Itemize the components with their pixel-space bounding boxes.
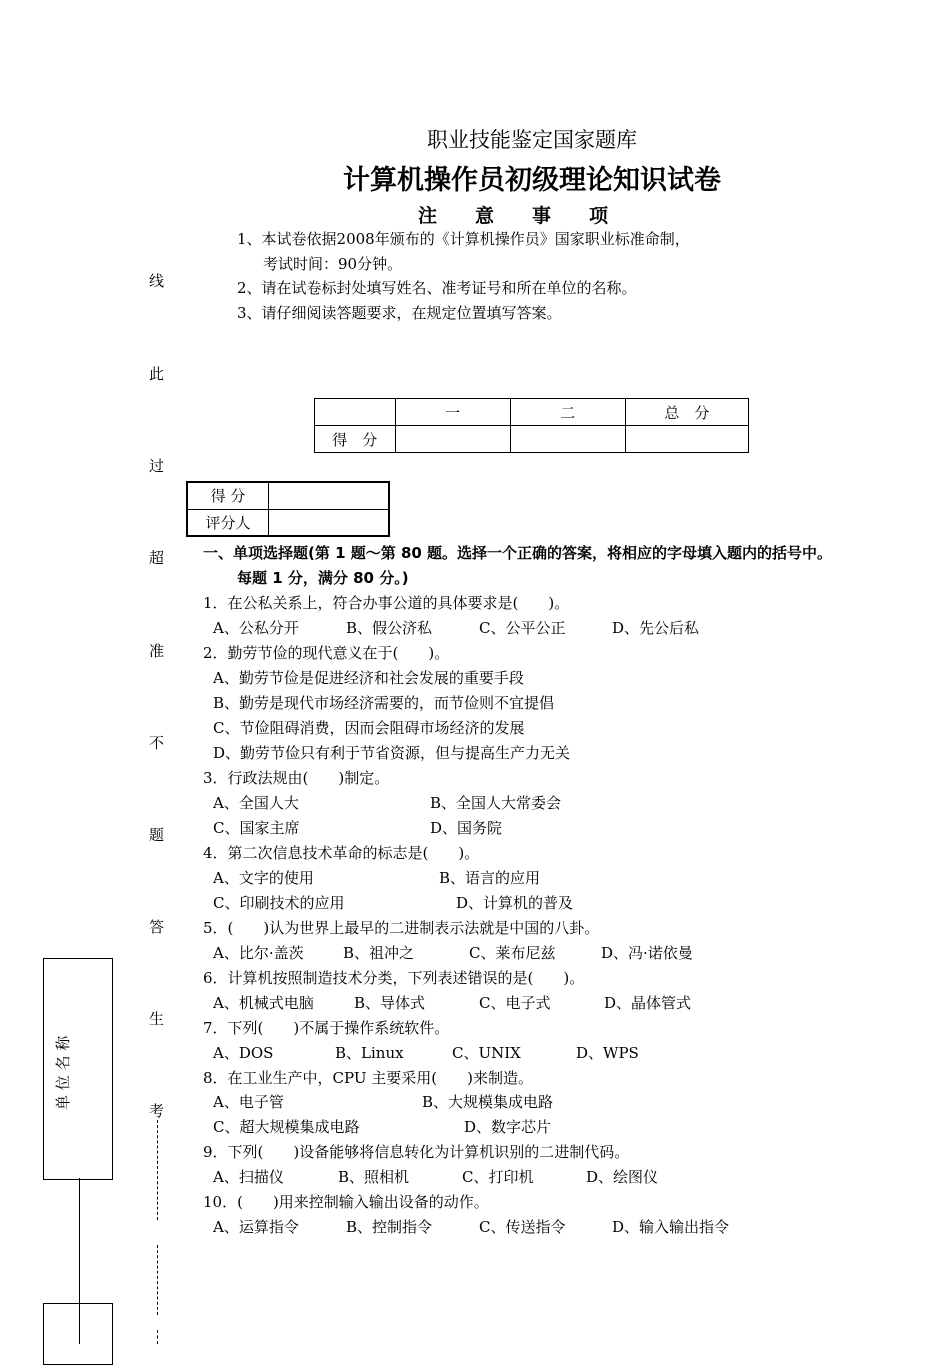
grader-score-label: 得 分 — [187, 482, 269, 509]
option[interactable]: B、大规模集成电路 — [422, 1093, 554, 1111]
option[interactable]: B、Linux — [335, 1044, 404, 1062]
notice-title: 注意事项 — [417, 205, 646, 227]
question-4: 4．第二次信息技术革命的标志是( )。 — [203, 844, 480, 862]
question-1: 1．在公私关系上，符合办事公道的具体要求是( )。 — [203, 594, 570, 612]
option[interactable]: B、祖冲之 — [343, 944, 415, 962]
seal-divider-line — [79, 1178, 80, 1303]
option[interactable]: A、全国人大 — [213, 794, 299, 812]
option[interactable]: B、假公济私 — [346, 619, 433, 637]
option[interactable]: C、电子式 — [479, 994, 551, 1012]
question-10: 10．( )用来控制输入输出设备的动作。 — [203, 1193, 489, 1211]
option[interactable]: D、勤劳节俭只有利于节省资源，但与提高生产力无关 — [213, 744, 571, 762]
option[interactable]: C、超大规模集成电路 — [213, 1118, 360, 1136]
seal-dashed-line — [157, 1120, 158, 1220]
name-box[interactable] — [43, 1303, 113, 1365]
seal-divider-line — [79, 1303, 80, 1344]
notice-item-1: 1、本试卷依据2008年颁布的《计算机操作员》国家职业标准命制， — [237, 230, 690, 248]
option[interactable]: A、公私分开 — [213, 619, 299, 637]
question-7: 7．下列( )不属于操作系统软件。 — [203, 1019, 450, 1037]
margin-char: 题 — [149, 826, 165, 844]
grader-cell[interactable] — [269, 509, 390, 536]
grader-score-cell[interactable] — [269, 482, 390, 509]
option[interactable]: B、语言的应用 — [439, 869, 541, 887]
option[interactable]: A、DOS — [213, 1044, 274, 1062]
option[interactable]: C、传送指令 — [479, 1218, 566, 1236]
option[interactable]: B、勤劳是现代市场经济需要的，而节俭则不宜提倡 — [213, 694, 555, 712]
grader-label: 评分人 — [187, 509, 269, 536]
option[interactable]: C、印刷技术的应用 — [213, 894, 345, 912]
option[interactable]: D、数字芯片 — [464, 1118, 552, 1136]
margin-char: 准 — [149, 642, 165, 660]
score-cell[interactable] — [510, 426, 625, 453]
option[interactable]: D、输入输出指令 — [612, 1218, 730, 1236]
margin-char: 线 — [149, 272, 165, 290]
option[interactable]: B、照相机 — [338, 1168, 410, 1186]
question-6: 6．计算机按照制造技术分类，下列表述错误的是( )。 — [203, 969, 585, 987]
option[interactable]: A、运算指令 — [213, 1218, 299, 1236]
margin-char: 超 — [149, 549, 165, 567]
unit-name-label: 单 位 名 称 — [54, 1035, 72, 1110]
seal-dashed-line — [157, 1330, 158, 1344]
margin-char: 生 — [149, 1010, 165, 1028]
margin-char: 此 — [149, 365, 165, 383]
option[interactable]: B、全国人大常委会 — [430, 794, 562, 812]
option[interactable]: A、文字的使用 — [213, 869, 314, 887]
question-3: 3．行政法规由( )制定。 — [203, 769, 390, 787]
margin-char: 过 — [149, 457, 165, 475]
grader-table — [186, 481, 390, 537]
option[interactable]: D、绘图仪 — [586, 1168, 659, 1186]
section-heading: 一、单项选择题(第 1 题～第 80 题。选择一个正确的答案，将相应的字母填入题内的括号中。 — [203, 544, 833, 562]
option[interactable]: D、计算机的普及 — [456, 894, 574, 912]
option[interactable]: C、公平公正 — [479, 619, 566, 637]
score-table-header: 总 分 — [625, 399, 748, 426]
margin-char: 不 — [149, 734, 165, 752]
option[interactable]: C、UNIX — [452, 1044, 521, 1062]
option[interactable]: A、机械式电脑 — [213, 994, 314, 1012]
score-cell[interactable] — [625, 426, 748, 453]
option[interactable]: C、莱布尼兹 — [469, 944, 556, 962]
margin-char: 考 — [149, 1102, 165, 1120]
score-table — [314, 398, 749, 453]
score-table-header: 一 — [395, 399, 510, 426]
seal-dashed-line — [157, 1245, 158, 1315]
question-8: 8．在工业生产中，CPU 主要采用( )来制造。 — [203, 1069, 533, 1087]
notice-item-3: 3、请仔细阅读答题要求，在规定位置填写答案。 — [237, 304, 562, 322]
option[interactable]: B、导体式 — [354, 994, 426, 1012]
exam-bank-subtitle: 职业技能鉴定国家题库 — [427, 128, 637, 152]
option[interactable]: D、冯·诺依曼 — [601, 944, 693, 962]
section-heading-cont: 每题 1 分，满分 80 分。) — [237, 569, 409, 587]
option[interactable]: D、晶体管式 — [604, 994, 692, 1012]
option[interactable]: C、打印机 — [462, 1168, 534, 1186]
notice-item-1-cont: 考试时间：90分钟。 — [263, 255, 403, 273]
option[interactable]: A、勤劳节俭是促进经济和社会发展的重要手段 — [213, 669, 524, 687]
score-table-header — [315, 399, 396, 426]
question-2: 2．勤劳节俭的现代意义在于( )。 — [203, 644, 450, 662]
option[interactable]: D、WPS — [576, 1044, 639, 1062]
notice-item-2: 2、请在试卷标封处填写姓名、准考证号和所在单位的名称。 — [237, 279, 637, 297]
question-5: 5．( )认为世界上最早的二进制表示法就是中国的八卦。 — [203, 919, 600, 937]
question-9: 9．下列( )设备能够将信息转化为计算机识别的二进制代码。 — [203, 1143, 630, 1161]
option[interactable]: A、电子管 — [213, 1093, 284, 1111]
option[interactable]: C、节俭阻碍消费，因而会阻碍市场经济的发展 — [213, 719, 525, 737]
option[interactable]: C、国家主席 — [213, 819, 300, 837]
score-table-header: 二 — [510, 399, 625, 426]
exam-title: 计算机操作员初级理论知识试卷 — [343, 165, 721, 196]
option[interactable]: D、先公后私 — [612, 619, 700, 637]
option[interactable]: D、国务院 — [430, 819, 503, 837]
score-cell[interactable] — [395, 426, 510, 453]
option[interactable]: A、扫描仪 — [213, 1168, 284, 1186]
option[interactable]: A、比尔·盖茨 — [213, 944, 304, 962]
margin-char: 答 — [149, 918, 165, 936]
score-row-label: 得 分 — [315, 426, 396, 453]
option[interactable]: B、控制指令 — [346, 1218, 433, 1236]
